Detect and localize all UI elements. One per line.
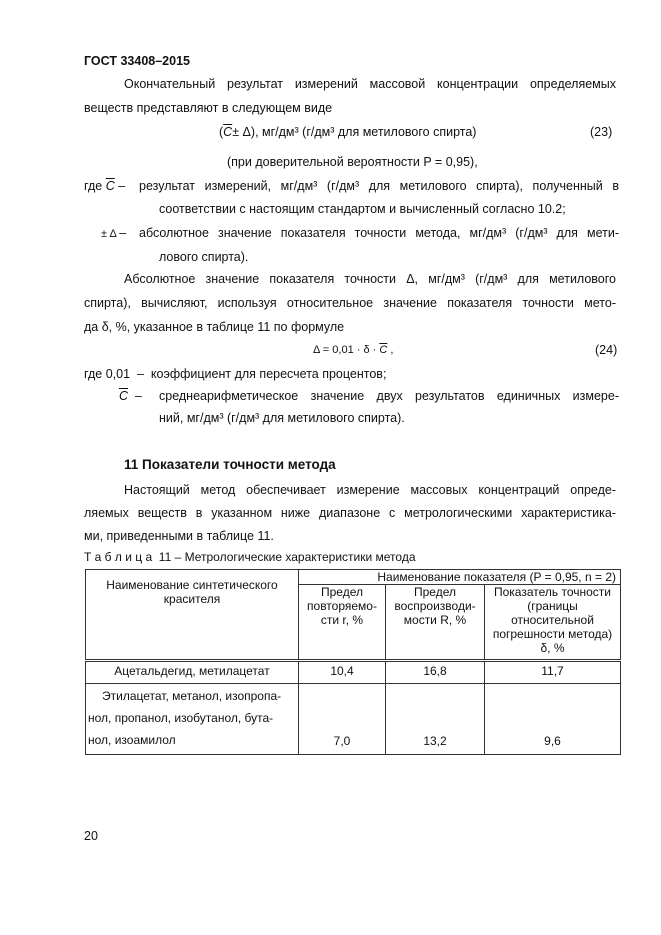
col-header-r: Предел повторяемо-сти r, % [299,585,386,661]
dash: – [119,226,127,240]
pm-delta: ± Δ [232,125,251,139]
table-caption: Т а б л и ц а 11 – Метрологические характеристики метода [84,550,416,564]
section-title: 11 Показатели точности метода [124,457,336,472]
formula-23-number: (23) [590,125,613,139]
cell-r: 7,0 [299,684,386,755]
where-delta-line1: абсолютное значение показателя точности метода, мг/дм³ (г/дм³ для мети- [139,226,619,240]
section-line3: ми, приведенными в таблице 11. [84,529,274,543]
para1-line1: Окончательный результат измерений массовой концентрации определяемых [124,77,616,91]
dash: – [118,179,126,193]
where-label: где 0,01 [84,367,131,381]
where-c-line2: соответствии с настоящим стандартом и вычисленный согласно 10.2; [159,202,566,216]
row-name-line1: Этилацетат, метанол, изопропа- [102,689,282,703]
formula-24 [313,344,393,356]
dash: – [137,367,144,381]
pm-delta: ± Δ [101,228,117,240]
c-bar: $\overline{C}$ [379,344,388,356]
cell-R: 13,2 [386,684,485,755]
formula-23-unit: , мг/дм³ (г/дм³ для метилового спирта) [255,125,477,139]
col-header-delta: Показатель точности (границы относительной погрешности метода) δ, % [485,585,621,661]
page-number: 20 [84,829,98,843]
metrology-table [85,569,621,755]
para2-line3: да δ, %, указанное в таблице 11 по формуле [84,320,345,334]
doc-id: ГОСТ 33408–2015 [84,54,190,68]
c-bar: $\overline{C}$ [105,179,115,193]
table-row [86,661,621,684]
dash: – [134,389,142,403]
col-header-R: Предел воспроизводи-мости R, % [386,585,485,661]
cell-R: 16,8 [386,661,485,684]
cell-delta: 11,7 [485,661,621,684]
formula-23-note: (при доверительной вероятности P = 0,95), [227,155,478,169]
col-header-name: Наименование синтетического красителя [86,570,299,661]
where2-c-line1: среднеарифметическое значение двух результатов единичных измере- [159,389,619,403]
group-header: Наименование показателя (P = 0,95, n = 2) [299,570,621,585]
c-bar: $\overline{C}$ [119,389,129,403]
comma: , [390,344,394,356]
row-name-line3: нол, изоамилол [88,733,176,747]
where-label: где [84,179,103,193]
formula-24-number: (24) [595,343,618,357]
where-delta-line2: лового спирта). [159,250,249,264]
where2-c-line2: ний, мг/дм³ (г/дм³ для метилового спирта). [159,411,405,425]
formula-24-expr: Δ = 0,01 · δ · [313,344,377,356]
row-name [86,684,299,755]
section-line1: Настоящий метод обеспечивает измерение массовых концентраций опреде- [124,483,616,497]
row-name-line2: нол, пропанол, изобутанол, бута- [88,711,274,725]
para2-line2: спирта), вычисляют, используя относительное значение показателя точности мето- [84,296,616,310]
table-row [86,684,621,755]
cell-delta: 9,6 [485,684,621,755]
formula-23: $(\overline{C}\pm \Delta)$, мг/дм³ (г/дм³ для метилового спирта) [219,125,477,139]
para1-line2: веществ представляют в следующем виде [84,101,333,115]
para2-line1: Абсолютное значение показателя точности Δ, мг/дм³ (г/дм³ для метилового [124,272,616,286]
row-name: Ацетальдегид, метилацетат [86,661,299,684]
where-k-text: коэффициент для пересчета процентов; [150,367,387,381]
section-line2: ляемых веществ в указанном ниже диапазоне с метрологическими характеристика- [84,506,616,520]
cell-r: 10,4 [299,661,386,684]
where-c-line1: результат измерений, мг/дм³ (г/дм³ для метилового спирта), полученный в [139,179,619,193]
c-bar: $\overline{C}$ [223,125,233,139]
